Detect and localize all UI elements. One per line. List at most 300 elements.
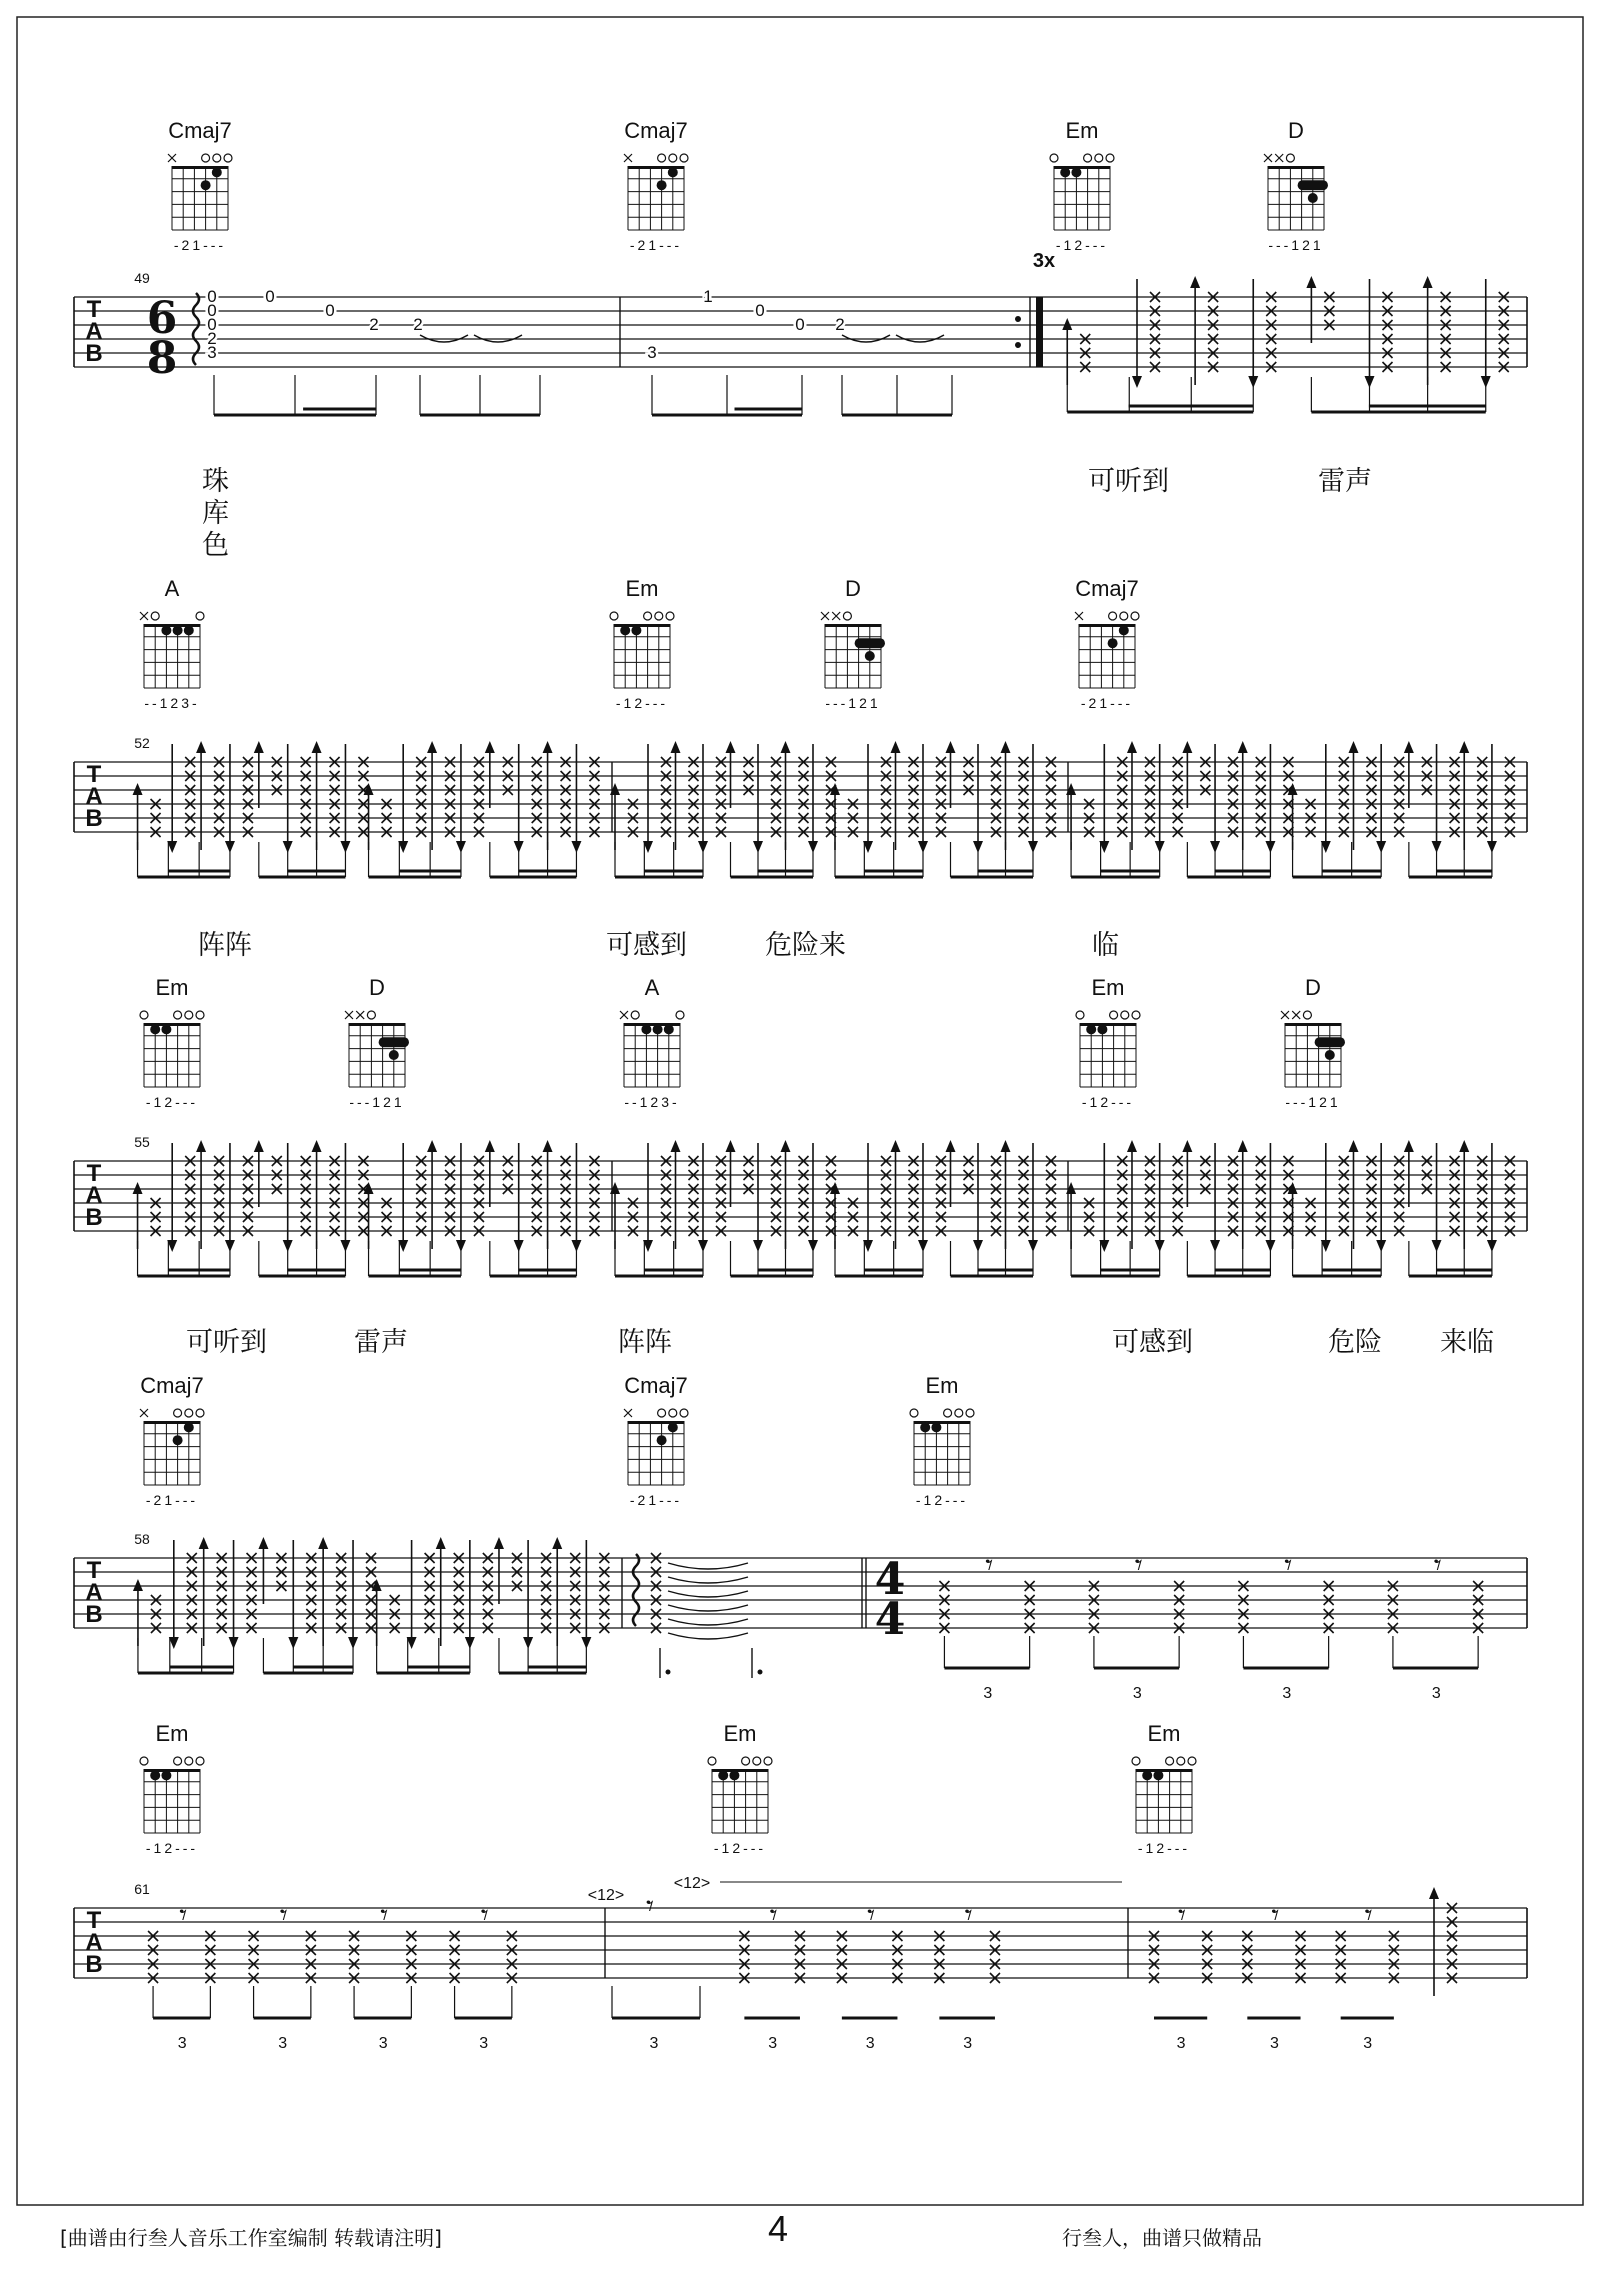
dotted-note (758, 1670, 763, 1675)
open-string-marker (631, 1011, 639, 1019)
barre (855, 638, 885, 648)
chord-nut (825, 624, 881, 627)
chord-name: Cmaj7 (624, 1373, 688, 1398)
finger-dot (184, 625, 194, 635)
chord-fingering: -12--- (1081, 1094, 1135, 1110)
time-signature-top: 4 (874, 1554, 906, 1605)
chord-name: D (1305, 975, 1321, 1000)
chord-fingering: ---121 (1285, 1094, 1341, 1110)
finger-dot (212, 167, 222, 177)
finger-dot (1119, 625, 1129, 635)
chord-fingering: -12--- (1137, 1840, 1191, 1856)
triplet-number: 3 (1363, 2035, 1373, 2052)
lyric-line: 珠库色 (202, 466, 229, 561)
muted-string-marker (1264, 154, 1272, 162)
strum-arrow-up (726, 1140, 736, 1152)
strum-arrow-up (1238, 741, 1248, 753)
open-string-marker (676, 1011, 684, 1019)
finger-dot (201, 180, 211, 190)
open-string-marker (1120, 612, 1128, 620)
measure-number: 52 (134, 735, 150, 751)
lyric-line: 危险来 (765, 930, 846, 961)
finger-dot (161, 625, 171, 635)
strum-arrow-up (1306, 276, 1316, 288)
fret-number: 0 (795, 315, 805, 334)
strum-arrow-up (196, 1140, 206, 1152)
triplet-number: 3 (1269, 2035, 1279, 2052)
eighth-rest: 𝄾 (1271, 1897, 1280, 1933)
barre (1315, 1037, 1345, 1047)
eighth-rest: 𝄾 (279, 1897, 288, 1933)
lyric-line: 危险 (1328, 1327, 1382, 1358)
open-string-marker (655, 612, 663, 620)
strum-arrow-up (1001, 1140, 1011, 1152)
tab-clef-letter: B (85, 1951, 103, 1978)
chord-diagram-d (1264, 154, 1328, 230)
chord-fingering: -12--- (1055, 237, 1109, 253)
strum-arrow-up (1459, 741, 1469, 753)
open-string-marker (742, 1757, 750, 1765)
tab-clef-letter: B (85, 1204, 103, 1231)
strum-arrow-up (1001, 741, 1011, 753)
chord-diagram-em (910, 1409, 974, 1485)
finger-dot (729, 1770, 739, 1780)
open-string-marker (174, 1757, 182, 1765)
chord-diagram-a (620, 1011, 684, 1087)
open-string-marker (1050, 154, 1058, 162)
open-string-marker (658, 1409, 666, 1417)
open-string-marker (666, 612, 674, 620)
lyric-line: 雷声 (354, 1327, 408, 1358)
chord-fingering: -12--- (145, 1840, 199, 1856)
finger-dot (657, 1435, 667, 1445)
eighth-rest: 𝄾 (1178, 1897, 1186, 1933)
triplet-number: 3 (278, 2035, 288, 2052)
lyric-line: 雷声 (1318, 466, 1372, 497)
strum-arrow-up (258, 1537, 268, 1549)
eighth-rest: 𝄾 (1433, 1547, 1442, 1583)
finger-dot (161, 1770, 171, 1780)
lyric-line: 阵阵 (618, 1327, 672, 1358)
open-string-marker (196, 612, 204, 620)
strum-arrow-up (318, 1537, 328, 1549)
open-string-marker (1131, 612, 1139, 620)
open-string-marker (1303, 1011, 1311, 1019)
harmonic-marker: <12> (673, 1875, 711, 1892)
strum-arrow-up (1182, 1140, 1192, 1152)
page-frame (17, 17, 1583, 2205)
fret-number: 0 (325, 301, 335, 320)
strum-arrow-up (1127, 1140, 1137, 1152)
tab-clef-letter: T (86, 1907, 102, 1934)
muted-string-marker (1292, 1011, 1300, 1019)
tab-clef-letter: T (86, 761, 102, 788)
eighth-rest: 𝄾 (985, 1547, 994, 1583)
tab-clef-letter: B (85, 805, 103, 832)
finger-dot (1086, 1024, 1096, 1034)
strum-arrow-up (312, 1140, 322, 1152)
finger-dot (184, 1422, 194, 1432)
finger-dot (718, 1770, 728, 1780)
open-string-marker (966, 1409, 974, 1417)
strum-arrow-up (543, 1140, 553, 1152)
strum-arrow-up (1429, 1887, 1439, 1899)
fret-number: 0 (207, 301, 217, 320)
strum-arrow-up (891, 1140, 901, 1152)
open-string-marker (1177, 1757, 1185, 1765)
lyric-line: 可感到 (1112, 1327, 1193, 1358)
arpeggio-squiggle (633, 1554, 639, 1626)
finger-dot (1071, 167, 1081, 177)
muted-string-marker (832, 612, 840, 620)
chord-name: Cmaj7 (624, 118, 688, 143)
strum-arrow-up (254, 1140, 264, 1152)
chord-diagram-cmaj7 (1075, 612, 1139, 688)
strum-arrow-up (1348, 741, 1358, 753)
fret-number: 0 (755, 301, 765, 320)
muted-string-marker (168, 154, 176, 162)
finger-dot (389, 1050, 399, 1060)
open-string-marker (196, 1011, 204, 1019)
triplet-pattern (939, 1581, 1483, 1668)
triplet-number: 3 (983, 1685, 993, 1702)
chord-diagram-em (610, 612, 674, 688)
chord-name: Cmaj7 (140, 1373, 204, 1398)
open-string-marker (669, 1409, 677, 1417)
strum-arrow-up (494, 1537, 504, 1549)
open-string-marker (610, 612, 618, 620)
strum-arrow-up (543, 741, 553, 753)
triplet-number: 3 (1431, 1685, 1441, 1702)
muted-string-marker (1275, 154, 1283, 162)
strum-arrow-down (1132, 376, 1142, 388)
triplet-number: 3 (963, 2035, 973, 2052)
eighth-rest: 𝄾 (1364, 1897, 1373, 1933)
strum-arrow-up (552, 1537, 562, 1549)
open-string-marker (185, 1409, 193, 1417)
open-string-marker (944, 1409, 952, 1417)
open-string-marker (213, 154, 221, 162)
tab-clef-letter: T (86, 296, 102, 323)
muted-string-marker (1281, 1011, 1289, 1019)
open-string-marker (1095, 154, 1103, 162)
measure-number: 61 (134, 1881, 150, 1897)
muted-string-marker (821, 612, 829, 620)
muted-string-marker (1075, 612, 1083, 620)
chord-name: A (164, 576, 180, 601)
strum-arrow-up (1404, 741, 1414, 753)
muted-string-marker (356, 1011, 364, 1019)
strum-arrow-up (485, 741, 495, 753)
strum-arrow-up (312, 741, 322, 753)
lyric-line: 阵阵 (198, 930, 252, 961)
chord-name: D (845, 576, 861, 601)
open-string-marker (708, 1757, 716, 1765)
eighth-rest: 𝄾 (380, 1897, 389, 1933)
open-string-marker (1109, 612, 1117, 620)
open-string-marker (910, 1409, 918, 1417)
fret-number: 3 (207, 343, 217, 362)
chord-fingering: --123- (624, 1094, 680, 1110)
strum-arrow-up (1182, 741, 1192, 753)
measure-number: 49 (134, 270, 150, 286)
triplet-number: 3 (649, 2035, 659, 2052)
strum-arrow-up (199, 1537, 209, 1549)
triplet-number: 3 (768, 2035, 778, 2052)
open-string-marker (955, 1409, 963, 1417)
tab-clef-letter: T (86, 1160, 102, 1187)
chord-fingering: -12--- (615, 695, 669, 711)
strum-arrow-up (427, 741, 437, 753)
chord-diagram-cmaj7 (140, 1409, 204, 1485)
fret-number: 0 (207, 315, 217, 334)
open-string-marker (1084, 154, 1092, 162)
chord-fingering: -12--- (145, 1094, 199, 1110)
chord-name: Cmaj7 (168, 118, 232, 143)
open-string-marker (644, 612, 652, 620)
strum-arrow-up (946, 741, 956, 753)
tab-clef-letter: A (85, 1579, 103, 1606)
eighth-rest: 𝄾 (1284, 1547, 1293, 1583)
muted-string-marker (140, 1409, 148, 1417)
eighth-rest: 𝄾 (964, 1897, 973, 1933)
open-string-marker (174, 1409, 182, 1417)
open-string-marker (658, 154, 666, 162)
time-signature-bottom: 8 (146, 333, 178, 384)
finger-dot (631, 625, 641, 635)
strum-arrow-up (726, 741, 736, 753)
fret-number: 3 (647, 343, 657, 362)
triplet-number: 3 (177, 2035, 187, 2052)
triplet-number: 3 (865, 2035, 875, 2052)
let-ring-tie (668, 1577, 748, 1583)
chord-name: Em (155, 1721, 189, 1746)
chord-diagram-em (140, 1757, 204, 1833)
strum-arrow-up (946, 1140, 956, 1152)
strum-arrow-up (436, 1537, 446, 1549)
barre (379, 1037, 409, 1047)
strum-arrow-up (1062, 318, 1072, 330)
triplet-number: 3 (1176, 2035, 1186, 2052)
finger-dot (664, 1024, 674, 1034)
open-string-marker (224, 154, 232, 162)
finger-dot (620, 625, 630, 635)
footer-credit: [曲谱由行叁人音乐工作室编制 转载请注明] (60, 2226, 442, 2250)
chord-name: Em (925, 1373, 959, 1398)
chord-diagram-cmaj7 (624, 1409, 688, 1485)
open-string-marker (140, 1757, 148, 1765)
open-string-marker (1188, 1757, 1196, 1765)
open-string-marker (151, 612, 159, 620)
open-string-marker (1110, 1011, 1118, 1019)
chord-diagram-em (1076, 1011, 1140, 1087)
strum-arrow-up (891, 741, 901, 753)
strum-arrow-up (133, 783, 143, 795)
chord-diagram-a (140, 612, 204, 688)
chord-fingering: -21--- (1080, 695, 1134, 711)
chord-diagram-em (708, 1757, 772, 1833)
open-string-marker (174, 1011, 182, 1019)
chord-name: Cmaj7 (1075, 576, 1139, 601)
open-string-marker (680, 154, 688, 162)
open-string-marker (1132, 1011, 1140, 1019)
finger-dot (1060, 167, 1070, 177)
repeat-dot (1015, 342, 1021, 348)
finger-dot (1308, 193, 1318, 203)
open-string-marker (680, 1409, 688, 1417)
open-string-marker (185, 1757, 193, 1765)
harmonic-marker: <12> (587, 1887, 625, 1904)
open-string-marker (843, 612, 851, 620)
repeat-dot (1015, 316, 1021, 322)
thick-barline (1036, 297, 1043, 367)
strum-arrow-up (1404, 1140, 1414, 1152)
tab-clef-letter: A (85, 318, 103, 345)
lyric-line: 可听到 (1088, 466, 1169, 497)
open-string-marker (764, 1757, 772, 1765)
strum-arrow-up (1348, 1140, 1358, 1152)
chord-diagram-d (821, 612, 885, 688)
time-signature-top: 6 (146, 293, 178, 344)
let-ring-tie (668, 1633, 748, 1639)
finger-dot (931, 1422, 941, 1432)
strum-arrow-up (671, 1140, 681, 1152)
open-string-marker (1132, 1757, 1140, 1765)
open-string-marker (753, 1757, 761, 1765)
eighth-rest: 𝄾 (769, 1897, 778, 1933)
fret-number: 2 (413, 315, 423, 334)
let-ring-tie (668, 1619, 748, 1625)
open-string-marker (1166, 1757, 1174, 1765)
strum-arrow-up (254, 741, 264, 753)
chord-name: Em (155, 975, 189, 1000)
finger-dot (173, 1435, 183, 1445)
chord-nut (1285, 1023, 1341, 1026)
eighth-rest: 𝄾 (646, 1889, 654, 1924)
triplet-number: 3 (479, 2035, 489, 2052)
chord-nut (1268, 166, 1324, 169)
finger-dot (150, 1024, 160, 1034)
finger-dot (1097, 1024, 1107, 1034)
footer-slogan: 行叁人，曲谱只做精品 (1062, 2226, 1262, 2250)
chord-diagram-em (1132, 1757, 1196, 1833)
eighth-rest: 𝄾 (179, 1897, 188, 1933)
muted-string-marker (140, 612, 148, 620)
finger-dot (150, 1770, 160, 1780)
fret-number: 2 (835, 315, 845, 334)
chord-diagram-cmaj7 (168, 154, 232, 230)
open-string-marker (1286, 154, 1294, 162)
chord-fingering: --123- (144, 695, 200, 711)
chord-name: Em (1147, 1721, 1181, 1746)
finger-dot (1153, 1770, 1163, 1780)
chord-fingering: -12--- (915, 1492, 969, 1508)
time-signature-bottom: 4 (874, 1594, 906, 1645)
dotted-note (666, 1670, 671, 1675)
chord-fingering: -21--- (173, 237, 227, 253)
finger-dot (641, 1024, 651, 1034)
fret-number: 2 (207, 329, 217, 348)
chord-fingering: ---121 (349, 1094, 405, 1110)
muted-string-marker (345, 1011, 353, 1019)
finger-dot (1142, 1770, 1152, 1780)
muted-string-marker (620, 1011, 628, 1019)
chord-fingering: -12--- (713, 1840, 767, 1856)
tab-clef-letter: A (85, 1182, 103, 1209)
strum-arrow-up (196, 741, 206, 753)
chord-fingering: ---121 (825, 695, 881, 711)
lyric-line: 来临 (1440, 1327, 1494, 1358)
tab-clef-letter: A (85, 783, 103, 810)
triplet-number: 3 (378, 2035, 388, 2052)
let-ring-tie (668, 1591, 748, 1597)
lyric-line: 临 (1092, 930, 1119, 961)
finger-dot (173, 625, 183, 635)
measure-number: 55 (134, 1134, 150, 1150)
let-ring-tie (668, 1605, 748, 1611)
open-string-marker (1076, 1011, 1084, 1019)
finger-dot (865, 651, 875, 661)
strum-arrow-up (133, 1182, 143, 1194)
finger-dot (653, 1024, 663, 1034)
chord-name: Em (625, 576, 659, 601)
open-string-marker (196, 1409, 204, 1417)
finger-dot (1325, 1050, 1335, 1060)
finger-dot (920, 1422, 930, 1432)
eighth-rest: 𝄾 (1134, 1547, 1143, 1583)
eighth-rest: 𝄾 (480, 1897, 489, 1933)
fret-number: 0 (265, 287, 275, 306)
strum-arrow-up (1238, 1140, 1248, 1152)
triplet-pattern (148, 1931, 517, 2018)
let-ring-tie (668, 1563, 748, 1569)
repeat-count: 3x (1032, 250, 1056, 272)
muted-string-marker (624, 154, 632, 162)
strum-arrow-up (1423, 276, 1433, 288)
finger-dot (657, 180, 667, 190)
chord-name: D (369, 975, 385, 1000)
finger-dot (668, 167, 678, 177)
chord-name: Em (1065, 118, 1099, 143)
triplet-number: 3 (1282, 1685, 1292, 1702)
chord-diagram-em (1050, 154, 1114, 230)
strum-arrow-up (781, 741, 791, 753)
open-string-marker (202, 154, 210, 162)
chord-fingering: -21--- (145, 1492, 199, 1508)
lyric-line: 可感到 (606, 930, 687, 961)
strum-arrow-up (671, 741, 681, 753)
strum-arrow-up (1127, 741, 1137, 753)
open-string-marker (367, 1011, 375, 1019)
chord-nut (349, 1023, 405, 1026)
open-string-marker (140, 1011, 148, 1019)
chord-name: D (1288, 118, 1304, 143)
measure-number: 58 (134, 1531, 150, 1547)
chord-diagram-em (140, 1011, 204, 1087)
chord-fingering: ---121 (1268, 237, 1324, 253)
chord-fingering: -21--- (629, 1492, 683, 1508)
tab-clef-letter: T (86, 1557, 102, 1584)
strum-arrow-up (1459, 1140, 1469, 1152)
open-string-marker (196, 1757, 204, 1765)
strum-arrow-up (781, 1140, 791, 1152)
open-string-marker (1106, 154, 1114, 162)
chord-diagram-d (1281, 1011, 1345, 1087)
fret-number: 1 (703, 287, 713, 306)
finger-dot (668, 1422, 678, 1432)
chord-diagram-cmaj7 (624, 154, 688, 230)
strum-arrow-up (1190, 276, 1200, 288)
